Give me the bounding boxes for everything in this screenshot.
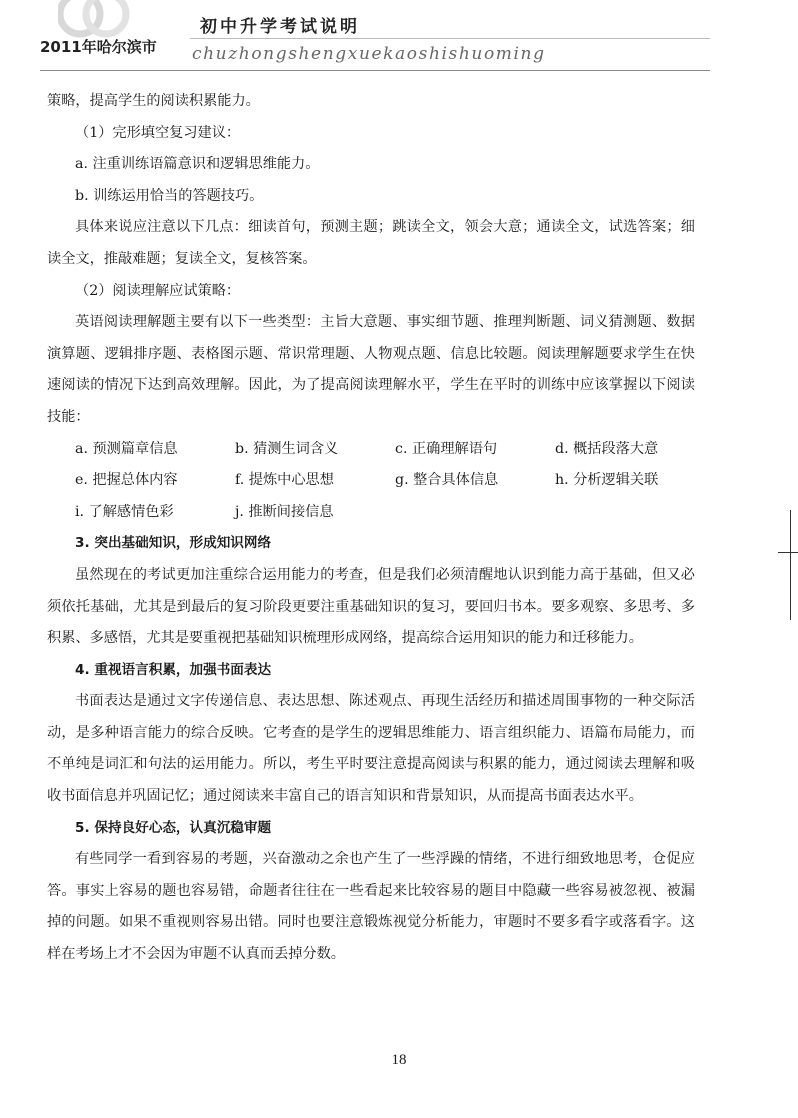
skill-item: d. 概括段落大意 [555, 440, 659, 457]
skills-grid [47, 434, 695, 529]
page-content [47, 86, 695, 971]
skill-item: g. 整合具体信息 [395, 472, 499, 489]
skill-item: b. 猜测生词含义 [235, 440, 339, 457]
skill-item: i. 了解感情色彩 [75, 503, 174, 520]
skill-item: j. 推断间接信息 [235, 503, 334, 520]
subheading-cloze: （1）完形填空复习建议： [75, 124, 241, 141]
section-heading: 5. 保持良好心态，认真沉稳审题 [75, 819, 272, 836]
header-pinyin: chuzhongshengxuekaoshishuoming [192, 44, 546, 64]
skill-item: e. 把握总体内容 [75, 472, 178, 489]
page-number: 18 [391, 1052, 407, 1068]
skill-item: h. 分析逻辑关联 [555, 472, 659, 489]
list-item: a. 注重训练语篇意识和逻辑思维能力。 [75, 156, 320, 173]
crop-mark [790, 510, 791, 620]
section-heading: 3. 突出基础知识，形成知识网络 [75, 535, 272, 552]
paragraph: 具体来说应注意以下几点：细读首句，预测主题；跳读全文，领会大意；通读全文，试选答案；细读全文，推敲难题；复读全文，复核答案。 [47, 219, 695, 267]
crop-mark [778, 552, 798, 553]
header-divider [190, 38, 710, 39]
header-title: 初中升学考试说明 [200, 17, 360, 37]
list-item: b. 训练运用恰当的答题技巧。 [75, 187, 264, 204]
paragraph: 书面表达是通过文字传递信息、表达思想、陈述观点、再现生活经历和描述周围事物的一种交际活动，是多种语言能力的综合反映。它考查的是学生的逻辑思维能力、语言组织能力、语篇布局能力，而不单纯是词汇和句法的运用能力。所以，考生平时要注意提高阅读与积累的能力，通过阅读去理解和吸收书面信息并巩固记忆；通过阅读来丰富自己的语言知识和背景知识，从而提高书面表达水平。 [47, 693, 695, 805]
paragraph: 英语阅读理解题主要有以下一些类型：主旨大意题、事实细节题、推理判断题、词义猜测题、数据演算题、逻辑排序题、表格图示题、常识常理题、人物观点题、信息比较题。阅读理解题要求学生在快速阅读的情况下达到高效理解。因此，为了提高阅读理解水平，学生在平时的训练中应该掌握以下阅读技能： [47, 314, 695, 425]
paragraph: 策略，提高学生的阅读积累能力。 [47, 93, 260, 109]
skill-item: c. 正确理解语句 [395, 440, 498, 457]
section-heading: 4. 重视语言积累，加强书面表达 [75, 661, 272, 678]
header-rule [40, 70, 710, 71]
skill-item: f. 提炼中心思想 [235, 472, 334, 489]
skill-item: a. 预测篇章信息 [75, 440, 178, 457]
subheading-reading: （2）阅读理解应试策略： [75, 282, 241, 299]
header-year-city: 2011年哈尔滨市 [40, 38, 157, 56]
paragraph: 虽然现在的考试更加注重综合运用能力的考查，但是我们必须清醒地认识到能力高于基础，但又必须依托基础，尤其是到最后的复习阶段更要注重基础知识的复习，要回归书本。要多观察、多思考、多积累、多感悟，尤其是要重视把基础知识梳理形成网络，提高综合运用知识的能力和迁移能力。 [47, 566, 695, 647]
paragraph: 有些同学一看到容易的考题，兴奋激动之余也产生了一些浮躁的情绪，不进行细致地思考，仓促应答。事实上容易的题也容易错，命题者往往在一些看起来比较容易的题目中隐藏一些容易被忽视、被漏掉的问题。如果不重视则容易出错。同时也要注意锻炼视觉分析能力，审题时不要多看字或落看字。这样在考场上才不会因为审题不认真而丢掉分数。 [47, 851, 695, 963]
